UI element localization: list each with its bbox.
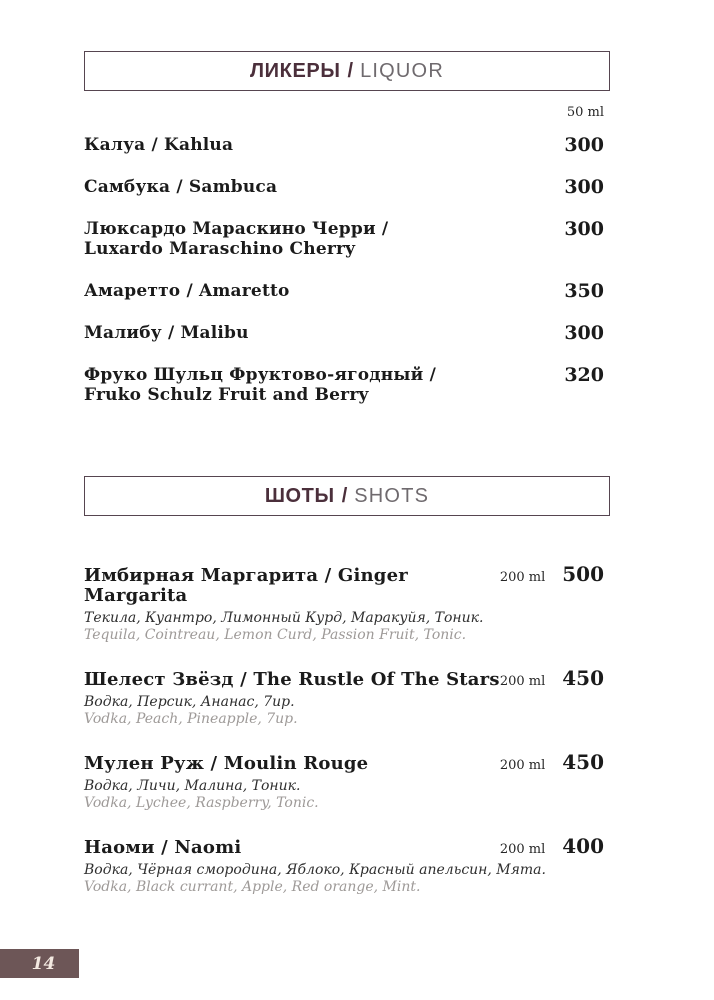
shots-section <box>84 476 610 896</box>
menu-item-row <box>84 219 610 259</box>
menu-item-row <box>84 281 610 301</box>
item-volume: 200 ml <box>499 674 546 689</box>
page-number: 14 <box>31 953 56 974</box>
volume-column-header: 50 ml <box>566 105 604 120</box>
page-number-badge <box>0 949 79 978</box>
menu-item-row <box>84 834 610 896</box>
item-name: Имбирная Маргарита / Ginger Margarita <box>84 565 408 606</box>
item-volume-price <box>500 666 610 690</box>
item-description-en: Vodka, Peach, Pineapple, 7up. <box>84 711 298 727</box>
shots-title-en: SHOTS <box>354 484 430 507</box>
menu-content <box>84 51 610 896</box>
item-description-ru: Водка, Чёрная смородина, Яблоко, Красный апельсин, Мята. <box>84 862 546 878</box>
item-name-line1: Амаретто / Amaretto <box>84 281 290 301</box>
title-separator: / <box>347 59 354 82</box>
shots-title-ru: ШОТЫ <box>264 484 335 507</box>
item-description-en: Vodka, Lychee, Raspberry, Tonic. <box>84 795 319 811</box>
item-volume-price <box>500 750 610 774</box>
item-header <box>84 834 610 858</box>
title-separator: / <box>341 484 348 507</box>
item-price: 500 <box>562 562 604 586</box>
liquor-title-en: LIQUOR <box>360 59 444 82</box>
item-description-en: Vodka, Black currant, Apple, Red orange, Mint. <box>84 879 421 895</box>
shots-section-header <box>84 476 610 516</box>
item-price: 300 <box>564 218 604 240</box>
item-description-en: Tequila, Cointreau, Lemon Curd, Passion Fruit, Tonic. <box>84 627 467 643</box>
liquor-item-list <box>84 135 610 405</box>
liquor-title-ru: ЛИКЕРЫ <box>250 59 341 82</box>
item-name <box>84 323 249 343</box>
item-name-line1: Фруко Шульц Фруктово-ягодный / <box>84 365 436 385</box>
item-name-line1: Самбука / Sambuca <box>84 177 278 197</box>
item-header <box>84 562 610 606</box>
liquor-section <box>84 51 610 405</box>
item-description-ru: Водка, Личи, Малина, Тоник. <box>84 778 301 794</box>
menu-item-row <box>84 562 610 644</box>
menu-item-row <box>84 365 610 405</box>
item-price: 320 <box>564 364 604 386</box>
item-price: 350 <box>564 280 604 302</box>
menu-item-row <box>84 750 610 812</box>
item-volume-price <box>500 562 610 586</box>
liquor-section-header <box>84 51 610 91</box>
item-description-ru: Водка, Персик, Ананас, 7ир. <box>84 694 295 710</box>
item-name-line2: Luxardo Maraschino Cherry <box>84 239 356 259</box>
item-name <box>84 135 233 155</box>
item-description-ru: Текила, Куантро, Лимонный Курд, Маракуйя, Тоник. <box>84 610 484 626</box>
menu-item-row <box>84 666 610 728</box>
item-name <box>84 219 388 259</box>
item-price: 400 <box>562 834 604 858</box>
menu-item-row <box>84 323 610 343</box>
item-price: 300 <box>564 322 604 344</box>
menu-item-row <box>84 135 610 155</box>
item-price: 450 <box>562 750 604 774</box>
item-name: Шелест Звёзд / The Rustle Of The Stars <box>84 669 500 690</box>
item-header <box>84 666 610 690</box>
item-name: Мулен Руж / Moulin Rouge <box>84 753 369 774</box>
item-name-line1: Малибу / Malibu <box>84 323 249 343</box>
item-price: 300 <box>564 134 604 156</box>
item-price: 450 <box>562 666 604 690</box>
item-name <box>84 177 277 197</box>
item-volume: 200 ml <box>499 570 546 585</box>
item-name-line1: Калуа / Kahlua <box>84 135 234 155</box>
item-volume: 200 ml <box>499 842 546 857</box>
item-name: Наоми / Naomi <box>84 837 242 858</box>
item-name-line2: Fruko Schulz Fruit and Berry <box>84 385 369 405</box>
item-name <box>84 281 290 301</box>
item-price: 300 <box>564 176 604 198</box>
menu-item-row <box>84 177 610 197</box>
item-name <box>84 365 436 405</box>
item-name-line1: Люксардо Мараскино Черри / <box>84 219 389 239</box>
item-volume-price <box>500 834 610 858</box>
item-volume: 200 ml <box>499 758 546 773</box>
shots-item-list <box>84 562 610 896</box>
item-header <box>84 750 610 774</box>
